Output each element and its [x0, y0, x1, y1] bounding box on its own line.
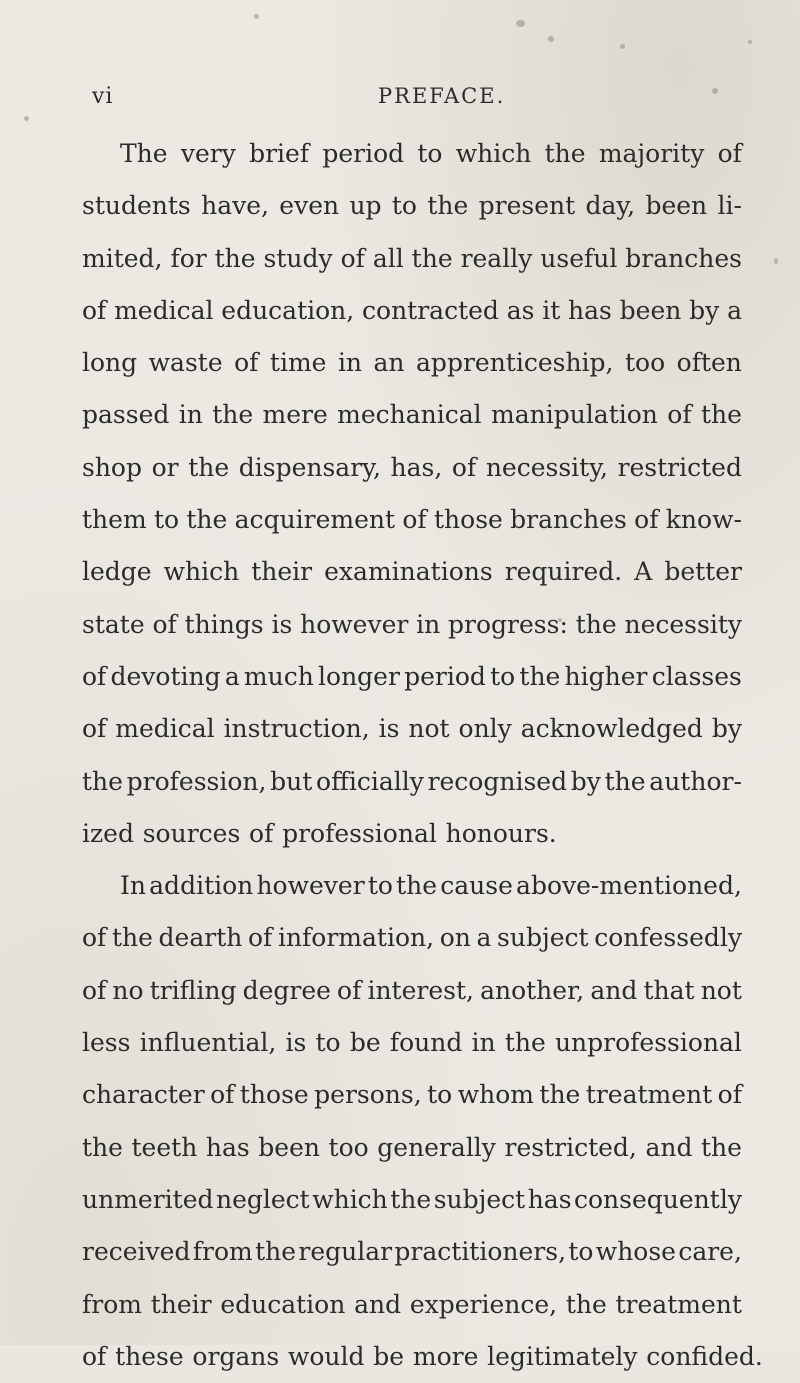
text-line: long waste of time in an apprenticeship, too often [82, 348, 742, 378]
text-line: ized sources of professional honours. [82, 818, 557, 848]
running-head: PREFACE. [378, 84, 506, 108]
text-line: students have, even up to the present day, been li- [82, 191, 742, 221]
text-line: the teeth has been too generally restricted, and the [82, 1132, 742, 1162]
foxing-spot [774, 258, 778, 264]
text-line: of the dearth of information, on a subject confessedly [82, 923, 742, 953]
text-line: state of things is however in progress: the necessity [82, 609, 742, 639]
foxing-spot [254, 14, 259, 19]
page-number: vi [92, 84, 114, 109]
text-line: them to the acquirement of those branches of know- [82, 505, 742, 535]
foxing-spot [516, 20, 525, 27]
paragraph-container [82, 128, 763, 1383]
text-line: shop or the dispensary, has, of necessity, restricted [82, 452, 742, 482]
page-header [0, 84, 800, 124]
text-line: received from the regular practitioners, to whose care, [82, 1237, 742, 1267]
text-line: character of those persons, to whom the treatment of [82, 1080, 742, 1110]
text-line: ledge which their examinations required. A better [82, 557, 742, 587]
text-line: the profession, but officially recognised by the author- [82, 766, 742, 796]
foxing-spot [620, 44, 625, 49]
text-line: In addition however to the cause above-mentioned, [120, 871, 742, 901]
text-line: from their education and experience, the treatment [82, 1289, 742, 1319]
text-line: of medical education, contracted as it has been by a [82, 295, 742, 325]
text-line: less influential, is to be found in the unprofessional [82, 1028, 742, 1058]
text-line: of no trifling degree of interest, another, and that not [82, 975, 742, 1005]
text-line: of medical instruction, is not only acknowledged by [82, 714, 742, 744]
text-line: The very brief period to which the majority of [120, 139, 742, 168]
body-text [82, 128, 763, 1383]
text-line: of devoting a much longer period to the higher classes [82, 661, 742, 691]
text-line: mited, for the study of all the really useful branches [82, 243, 742, 273]
text-line: passed in the mere mechanical manipulation of the [82, 400, 742, 430]
foxing-spot [748, 40, 752, 44]
foxing-spot [548, 36, 554, 42]
text-line: of these organs would be more legitimately confided. [82, 1341, 763, 1371]
text-line: unmerited neglect which the subject has consequently [82, 1184, 742, 1214]
